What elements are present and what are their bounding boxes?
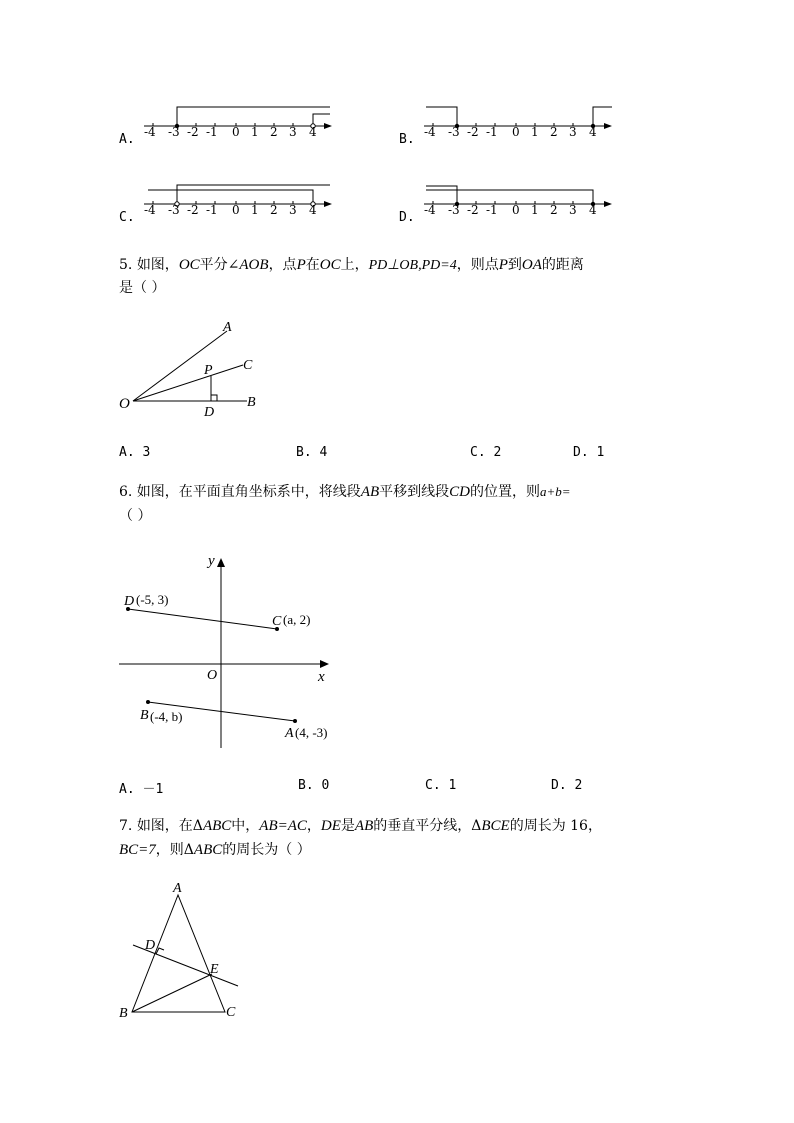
tick-label: 1 bbox=[531, 203, 539, 217]
tick-label: -3 bbox=[168, 203, 180, 217]
right-angle-mark bbox=[211, 395, 217, 401]
tick-label: 0 bbox=[232, 125, 240, 139]
math-var: AB bbox=[360, 484, 380, 500]
tick-label: -2 bbox=[467, 125, 479, 139]
tick-labels bbox=[420, 204, 620, 218]
stem-text: 的垂直平分线，Δ bbox=[373, 818, 482, 834]
q7-triangle-figure bbox=[115, 878, 255, 1023]
q5-stem-line1 bbox=[119, 254, 584, 274]
tick-label: 4 bbox=[589, 125, 597, 139]
math-var: AOB bbox=[239, 257, 269, 273]
tick-label: -1 bbox=[206, 203, 218, 217]
math-var: BCE bbox=[481, 818, 510, 834]
choice-a[interactable]: A. －1 bbox=[119, 782, 164, 797]
tick-label: 0 bbox=[232, 203, 240, 217]
label-b-coord: (-4, b) bbox=[150, 709, 183, 724]
label-o: O bbox=[119, 396, 130, 412]
choice-d[interactable]: D. 1 bbox=[573, 445, 605, 460]
tick-labels bbox=[140, 126, 340, 140]
choice-b[interactable]: B. 0 bbox=[298, 778, 330, 793]
tick-label: -4 bbox=[424, 203, 436, 217]
segment-be bbox=[132, 974, 212, 1012]
tick-label: -2 bbox=[467, 203, 479, 217]
math-expression: a+b= bbox=[539, 484, 571, 499]
tick-label: 3 bbox=[569, 203, 577, 217]
question-number: 7. bbox=[119, 818, 133, 834]
label-d: D bbox=[204, 405, 215, 420]
question-number: 5. bbox=[119, 257, 133, 273]
tick-label: 3 bbox=[289, 203, 297, 217]
label-a: A bbox=[285, 726, 294, 741]
stem-text: 如图，在Δ bbox=[136, 818, 203, 834]
stem-text: 在 bbox=[305, 257, 320, 273]
stem-text: 6. 如图，在平面直角坐标系中，将线段 bbox=[119, 484, 361, 500]
tick-label: 1 bbox=[251, 203, 259, 217]
tick-label: 0 bbox=[512, 203, 520, 217]
math-var: OA bbox=[521, 257, 542, 273]
stem-text: 到 bbox=[507, 257, 522, 273]
math-condition: PD⊥OB,PD=4 bbox=[368, 258, 457, 273]
math-condition: BC=7 bbox=[119, 842, 156, 858]
tick-label: -4 bbox=[144, 125, 156, 139]
label-a-coord: (4, -3) bbox=[295, 725, 328, 740]
q6-stem-line2: （ ） bbox=[119, 508, 152, 524]
choice-d[interactable]: D. 2 bbox=[551, 778, 583, 793]
label-e: E bbox=[210, 962, 219, 977]
tick-label: 3 bbox=[569, 125, 577, 139]
label-a: A bbox=[173, 881, 182, 896]
q5-stem-line2: 是（ ） bbox=[119, 280, 166, 296]
stem-text: 平移到线段 bbox=[379, 484, 450, 500]
tick-label: -4 bbox=[424, 125, 436, 139]
tick-labels bbox=[140, 204, 340, 218]
label-c: C bbox=[272, 614, 282, 629]
label-d: D bbox=[145, 938, 156, 953]
tick-label: 4 bbox=[309, 203, 317, 217]
math-condition: AB=AC bbox=[259, 818, 307, 834]
triangle-abc bbox=[132, 895, 225, 1012]
tick-label: -3 bbox=[448, 203, 460, 217]
tick-label: 1 bbox=[531, 125, 539, 139]
label-d-coord: (-5, 3) bbox=[136, 592, 169, 607]
label-c: C bbox=[226, 1005, 236, 1020]
tick-label: -1 bbox=[486, 203, 498, 217]
point-a bbox=[293, 719, 297, 723]
choice-a[interactable]: A. 3 bbox=[119, 445, 151, 460]
option-letter: A. bbox=[119, 132, 135, 147]
tick-label: -3 bbox=[448, 125, 460, 139]
tick-label: -2 bbox=[187, 125, 199, 139]
tick-label: 0 bbox=[512, 125, 520, 139]
tick-labels bbox=[420, 126, 620, 140]
stem-text: ，则Δ bbox=[155, 842, 194, 858]
ray-oc bbox=[133, 365, 243, 401]
segment-cd bbox=[128, 609, 277, 629]
tick-label: 2 bbox=[550, 203, 558, 217]
q5-angle-figure bbox=[115, 315, 265, 420]
label-a: A bbox=[223, 320, 232, 335]
tick-label: 3 bbox=[289, 125, 297, 139]
tick-label: -4 bbox=[144, 203, 156, 217]
math-var: DE bbox=[320, 818, 341, 834]
stem-text: 中， bbox=[231, 818, 260, 834]
tick-label: 2 bbox=[270, 125, 278, 139]
stem-text: 如图， bbox=[136, 257, 179, 273]
q7-stem-line2 bbox=[119, 839, 311, 859]
y-axis-arrow bbox=[217, 558, 225, 567]
tick-label: 2 bbox=[550, 125, 558, 139]
math-var: OC bbox=[178, 257, 200, 273]
math-var: P bbox=[296, 257, 306, 273]
stem-text: 平分∠ bbox=[199, 257, 240, 273]
math-var: CD bbox=[449, 484, 470, 500]
choice-b[interactable]: B. 4 bbox=[296, 445, 328, 460]
stem-text: 是 bbox=[340, 818, 355, 834]
point-b bbox=[146, 700, 150, 704]
option-letter: B. bbox=[399, 132, 415, 147]
math-var: P bbox=[498, 257, 508, 273]
tick-label: -2 bbox=[187, 203, 199, 217]
stem-text: 的周长为（ ） bbox=[222, 842, 311, 858]
tick-label: 1 bbox=[251, 125, 259, 139]
label-p: P bbox=[204, 363, 213, 378]
stem-text: ，则点 bbox=[456, 257, 499, 273]
q7-stem-line1 bbox=[119, 815, 602, 835]
choice-c[interactable]: C. 1 bbox=[425, 778, 457, 793]
stem-text: 上， bbox=[340, 257, 369, 273]
label-b: B bbox=[247, 395, 256, 410]
tick-label: 2 bbox=[270, 203, 278, 217]
q6-coordinate-figure bbox=[115, 548, 345, 753]
label-b: B bbox=[119, 1006, 128, 1021]
math-var: ABC bbox=[202, 818, 232, 834]
q6-stem-line1 bbox=[119, 481, 571, 501]
label-y: y bbox=[208, 553, 215, 569]
tick-label: -1 bbox=[486, 125, 498, 139]
stem-text: ，点 bbox=[268, 257, 297, 273]
stem-text: ， bbox=[306, 818, 321, 834]
label-c-coord: (a, 2) bbox=[283, 612, 311, 627]
stem-text: 的距离 bbox=[541, 257, 584, 273]
option-letter: D. bbox=[399, 210, 415, 225]
ray-oa bbox=[133, 331, 227, 401]
math-var: OC bbox=[319, 257, 341, 273]
math-var: ABC bbox=[193, 842, 223, 858]
tick-label: -3 bbox=[168, 125, 180, 139]
option-letter: C. bbox=[119, 210, 135, 225]
label-origin: O bbox=[207, 668, 218, 683]
tick-label: -1 bbox=[206, 125, 218, 139]
stem-text: 的周长为 16， bbox=[509, 818, 602, 834]
tick-label: 4 bbox=[309, 125, 317, 139]
stem-text: 的位置，则 bbox=[469, 484, 540, 500]
x-axis-arrow bbox=[320, 660, 329, 668]
label-x: x bbox=[318, 669, 325, 685]
label-b: B bbox=[140, 708, 149, 723]
label-d: D bbox=[124, 594, 135, 609]
label-c: C bbox=[243, 358, 253, 373]
math-var: AB bbox=[354, 818, 374, 834]
tick-label: 4 bbox=[589, 203, 597, 217]
choice-c[interactable]: C. 2 bbox=[470, 445, 502, 460]
